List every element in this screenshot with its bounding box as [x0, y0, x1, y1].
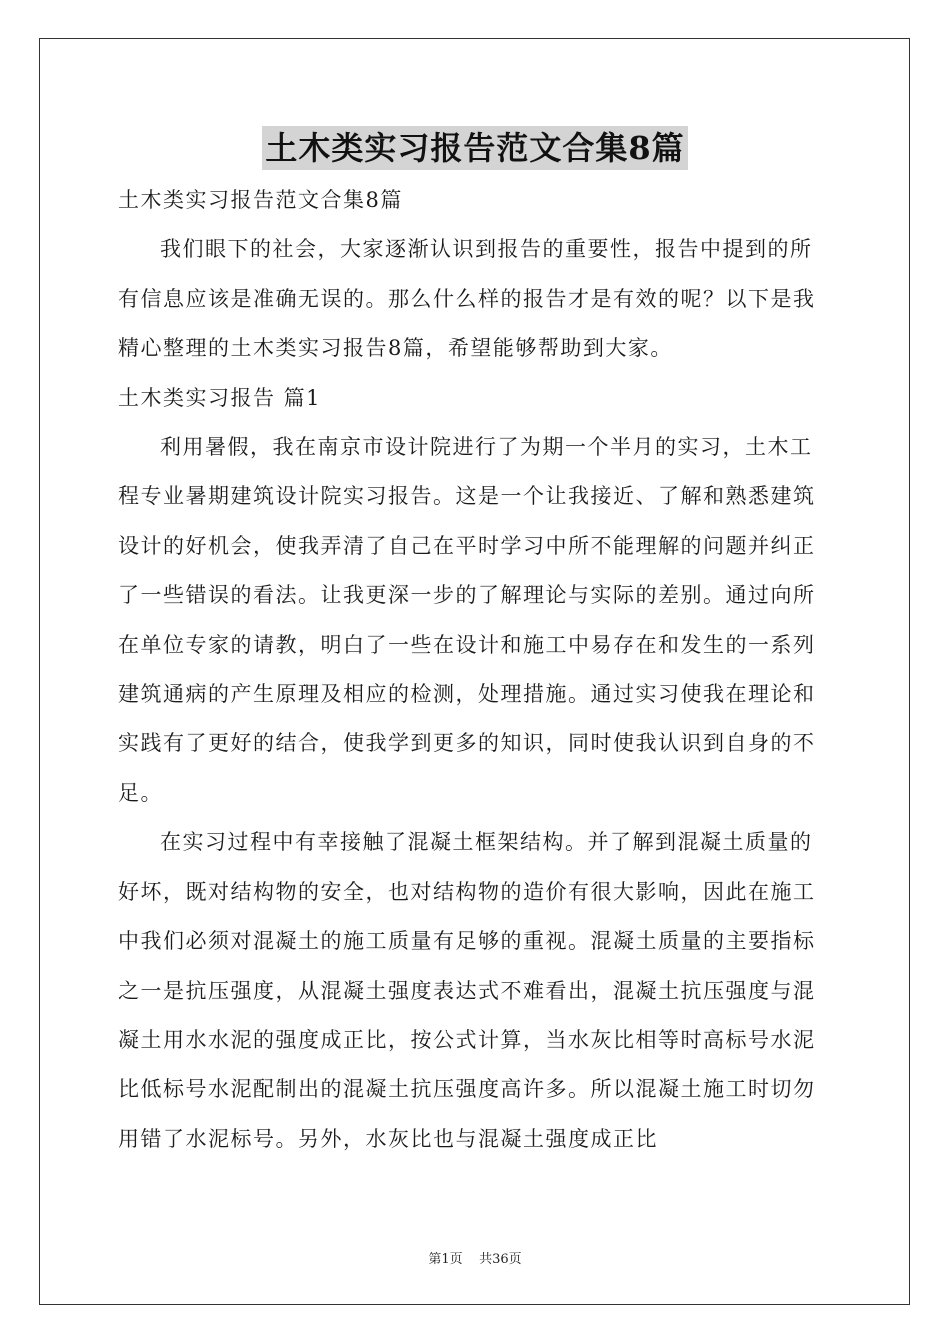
document-title: 土木类实习报告范文合集8篇: [262, 126, 687, 170]
section-heading: 土木类实习报告 篇1: [118, 385, 322, 410]
title-container: [0, 126, 950, 170]
paragraph: 在实习过程中有幸接触了混凝土框架结构。并了解到混凝土质量的好坏，既对结构物的安全，也对结构物的造价有很大影响，因此在施工中我们必须对混凝土的施工质量有足够的重视。混凝土质量的主要指标之一是抗压强度，从混凝土强度表达式不难看出，混凝土抗压强度与混凝土用水水泥的强度成正比，按公式计算，当水灰比相等时高标号水泥比低标号水泥配制出的混凝土抗压强度高许多。所以混凝土施工时切勿用错了水泥标号。另外，水灰比也与混凝土强度成正比: [118, 830, 816, 1151]
paragraph: 土木类实习报告范文合集8篇: [118, 188, 403, 212]
page-number: 第1页: [428, 1252, 463, 1267]
page-total: 共36页: [479, 1252, 522, 1267]
document-body: [118, 176, 832, 1164]
page-footer: [0, 1248, 950, 1267]
paragraph: 我们眼下的社会，大家逐渐认识到报告的重要性，报告中提到的所有信息应该是准确无误的。那么什么样的报告才是有效的呢？以下是我精心整理的土木类实习报告8篇，希望能够帮助到大家。: [118, 237, 816, 361]
paragraph: 利用暑假，我在南京市设计院进行了为期一个半月的实习，土木工程专业暑期建筑设计院实习报告。这是一个让我接近、了解和熟悉建筑设计的好机会，使我弄清了自己在平时学习中所不能理解的问题并纠正了一些错误的看法。让我更深一步的了解理论与实际的差别。通过向所在单位专家的请教，明白了一些在设计和施工中易存在和发生的一系列建筑通病的产生原理及相应的检测，处理措施。通过实习使我在理论和实践有了更好的结合，使我学到更多的知识，同时使我认识到自身的不足。: [118, 435, 816, 805]
